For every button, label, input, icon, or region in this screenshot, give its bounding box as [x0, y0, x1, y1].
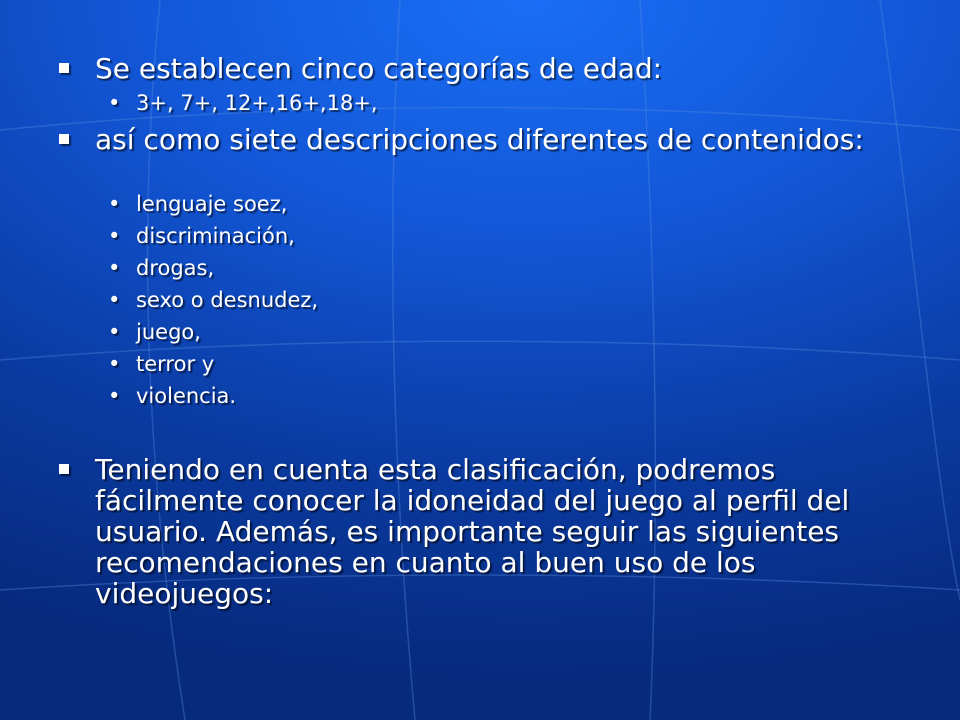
square-bullet-icon — [59, 134, 69, 144]
sub-bullet-text: juego, — [136, 320, 201, 344]
sub-bullet-violencia — [108, 384, 237, 409]
bullet-text: así como siete descripciones diferentes de contenidos: — [95, 123, 864, 156]
sub-bullet-discriminacion — [108, 224, 295, 249]
sub-bullet-sexo — [108, 288, 319, 313]
bullet-categorias — [95, 53, 915, 84]
sub-bullet-drogas — [108, 256, 215, 281]
sub-bullet-text: sexo o desnudez, — [136, 288, 319, 312]
round-bullet-icon: • — [108, 224, 121, 248]
sub-bullet-terror — [108, 352, 215, 377]
round-bullet-icon: • — [108, 384, 121, 408]
sub-bullet-text: drogas, — [136, 256, 215, 280]
bullet-clasificacion — [95, 454, 915, 609]
round-bullet-icon: • — [108, 320, 121, 344]
sub-bullet-text: terror y — [136, 352, 215, 376]
sub-bullet-text: 3+, 7+, 12+,16+,18+, — [136, 91, 378, 115]
bullet-text: Teniendo en cuenta esta clasificación, podremos fácilmente conocer la idoneidad del juego al perfil del usuario. Además, es importante seguir las siguientes recomendaciones en cuanto al buen uso de los videojuegos: — [95, 453, 850, 610]
bullet-text: Se establecen cinco categorías de edad: — [95, 52, 663, 85]
round-bullet-icon: • — [108, 91, 121, 115]
round-bullet-icon: • — [108, 352, 121, 376]
sub-bullet-text: violencia. — [136, 384, 237, 408]
round-bullet-icon: • — [108, 192, 121, 216]
square-bullet-icon — [59, 63, 69, 73]
sub-bullet-text: discriminación, — [136, 224, 295, 248]
sub-bullet-juego — [108, 320, 201, 345]
square-bullet-icon — [59, 464, 69, 474]
bullet-descripciones — [95, 124, 915, 155]
sub-bullet-text: lenguaje soez, — [136, 192, 288, 216]
sub-bullet-ages — [108, 91, 378, 116]
round-bullet-icon: • — [108, 288, 121, 312]
sub-bullet-lenguaje — [108, 192, 288, 217]
round-bullet-icon: • — [108, 256, 121, 280]
